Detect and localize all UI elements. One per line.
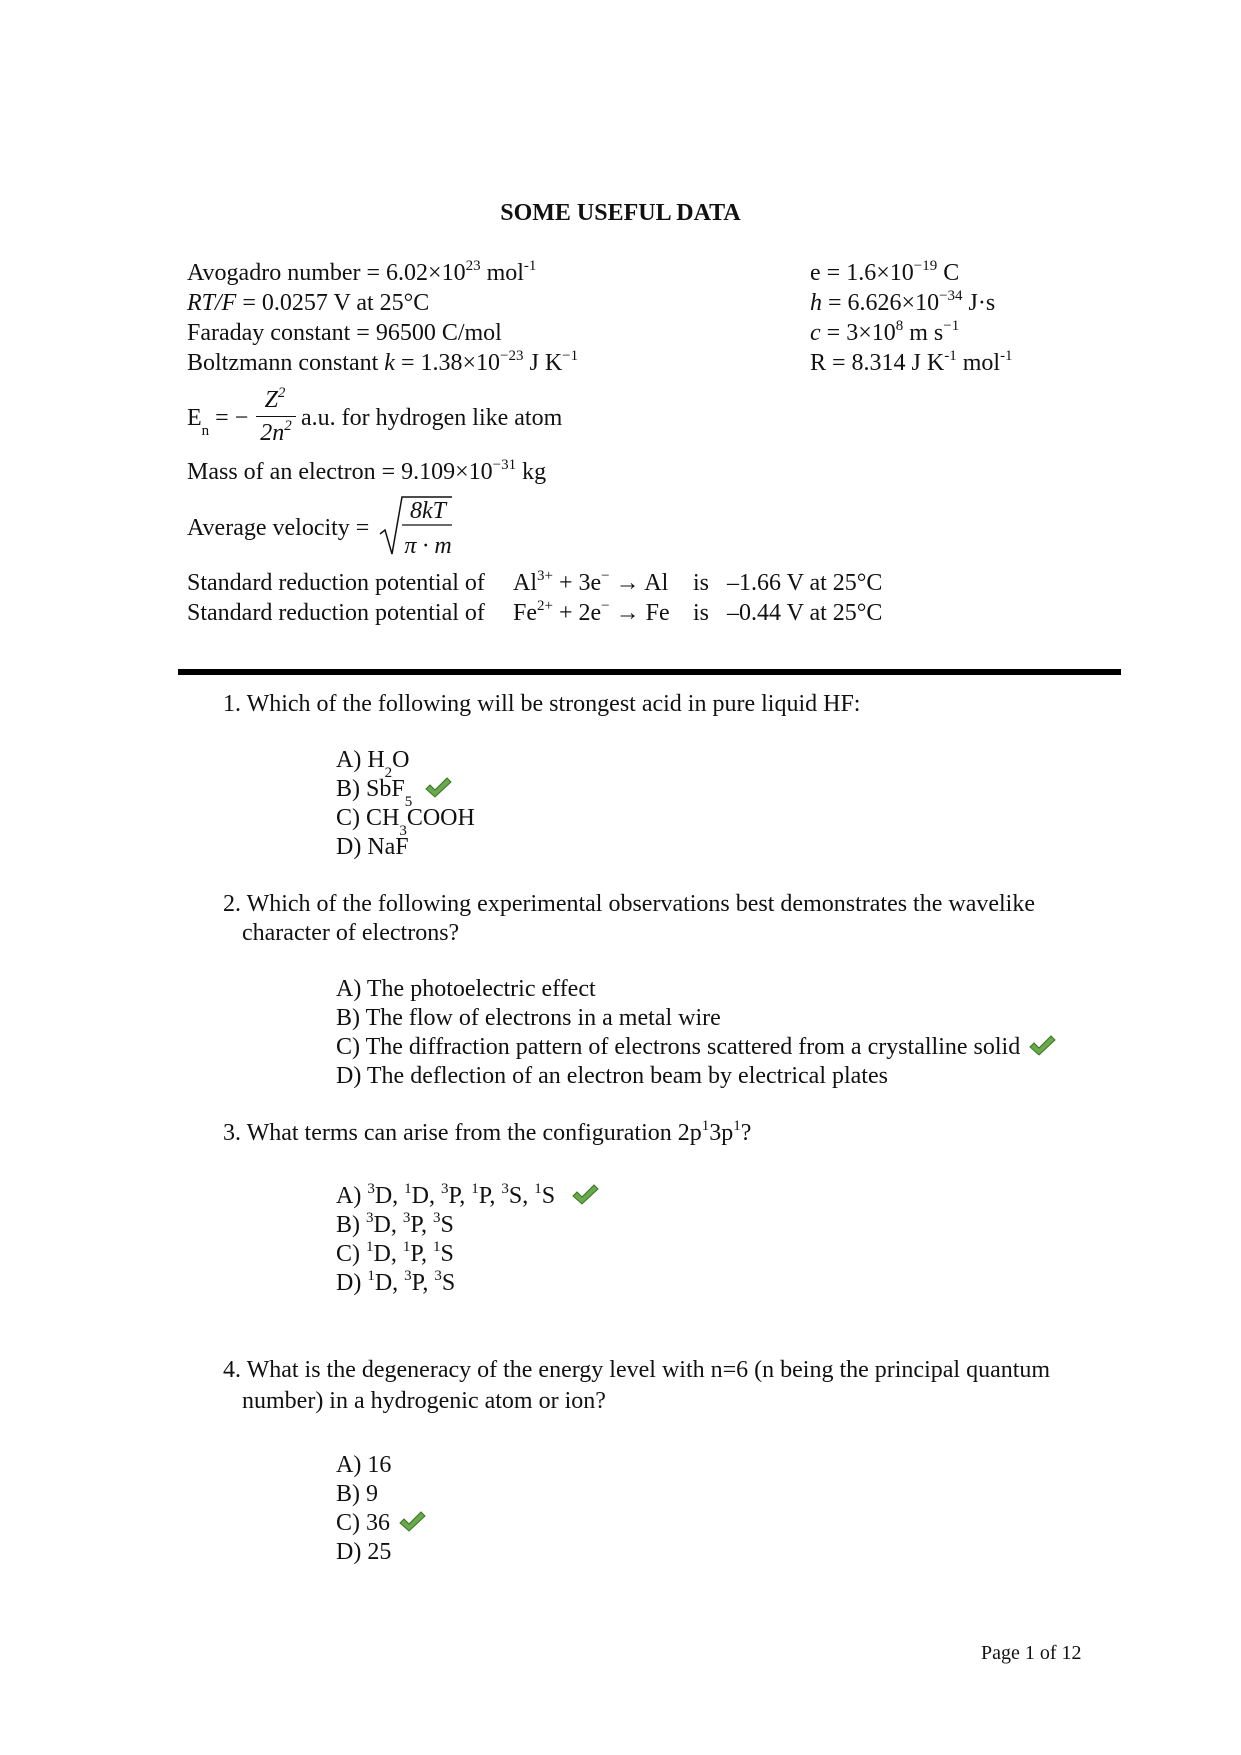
q4-option-c: C) 36 <box>336 1509 426 1538</box>
checkmark-icon <box>1028 1035 1056 1057</box>
checkmark-icon <box>424 777 452 799</box>
question-2-line-2: character of electrons? <box>242 920 460 946</box>
q4-option-a: A) 16 <box>336 1452 392 1478</box>
checkmark-icon <box>571 1184 599 1206</box>
electron-mass: Mass of an electron = $9.109\times 10^{-31}$ kg <box>187 457 547 485</box>
electron-charge: $e = 1.6\times 10^{-19}$ C <box>810 258 960 286</box>
reaction-fe: $Fe^{2+} + 2e^- \to Fe$ <box>513 598 670 626</box>
q2-option-a: A) The photoelectric effect <box>336 976 596 1002</box>
potential-al: Standard reduction potential of <box>187 570 485 596</box>
q3-option-a: A) $^3$D, $^1$D, $^3$P, $^1$P, $^3$S, $^1$S <box>336 1182 599 1211</box>
q2-option-c: C) The diffraction pattern of electrons scattered from a crystalline solid <box>336 1033 1056 1062</box>
faraday-constant: Faraday constant = 96500 C/mol <box>187 320 502 346</box>
q1-option-c: C) $CH_3COOH$ <box>336 805 475 839</box>
question-2-line-1: 2. Which of the following experimental observations best demonstrates the wavelike <box>223 891 1036 917</box>
question-4-line-1: 4. What is the degeneracy of the energy level with n=6 (n being the principal quantum <box>223 1357 1051 1383</box>
page-number: Page 1 of 12 <box>981 1642 1082 1664</box>
q1-option-b: B) SbF$_5$ <box>336 775 452 804</box>
q4-option-d: D) 25 <box>336 1539 392 1565</box>
q4-option-b: B) 9 <box>336 1481 378 1507</box>
section-divider <box>178 669 1121 675</box>
q2-option-d: D) The deflection of an electron beam by electrical plates <box>336 1063 888 1089</box>
checkmark-icon <box>398 1511 426 1533</box>
q3-option-d: D) $^1$D, $^3$P, $^3$S <box>336 1268 456 1296</box>
q1-option-a: A) $H_2O$ <box>336 747 410 781</box>
value-al: –1.66 V at 25°C <box>727 570 883 596</box>
rt-f-constant: RT/F = 0.0257 V at 25°C <box>187 290 430 316</box>
q3-option-b: B) $^3$D, $^3$P, $^3$S <box>336 1210 454 1238</box>
planck-constant: $h = 6.626\times 10^{-34}$ J·s <box>810 288 996 316</box>
speed-of-light: $c = 3\times 10^8$ m $s^{-1}$ <box>810 318 960 346</box>
question-3: 3. What terms can arise from the configuration $2p^13p^1$? <box>223 1118 752 1146</box>
q1-option-d: D) NaF <box>336 834 409 860</box>
q2-option-b: B) The flow of electrons in a metal wire <box>336 1005 721 1031</box>
is-al: is <box>693 570 710 596</box>
value-fe: –0.44 V at 25°C <box>727 600 883 626</box>
reaction-al: $Al^{3+} + 3e^- \to Al$ <box>513 568 669 596</box>
potential-fe: Standard reduction potential of <box>187 600 485 626</box>
question-1: 1. Which of the following will be strongest acid in pure liquid HF: <box>223 691 861 717</box>
question-4-line-2: number) in a hydrogenic atom or ion? <box>242 1388 606 1414</box>
gas-constant: R = 8.314 J $K^{-1}$ mol$^{-1}$ <box>810 348 1013 376</box>
boltzmann-constant: Boltzmann constant $k = 1.38\times 10^{-23}$ J $K^{-1}$ <box>187 348 579 376</box>
is-fe: is <box>693 600 710 626</box>
page-title: SOME USEFUL DATA <box>500 200 741 226</box>
avogadro-constant: Avogadro number = $6.02\times 10^{23}$ mol$^{-1}$ <box>187 258 537 286</box>
q3-option-c: C) $^1$D, $^1$P, $^1$S <box>336 1239 454 1267</box>
